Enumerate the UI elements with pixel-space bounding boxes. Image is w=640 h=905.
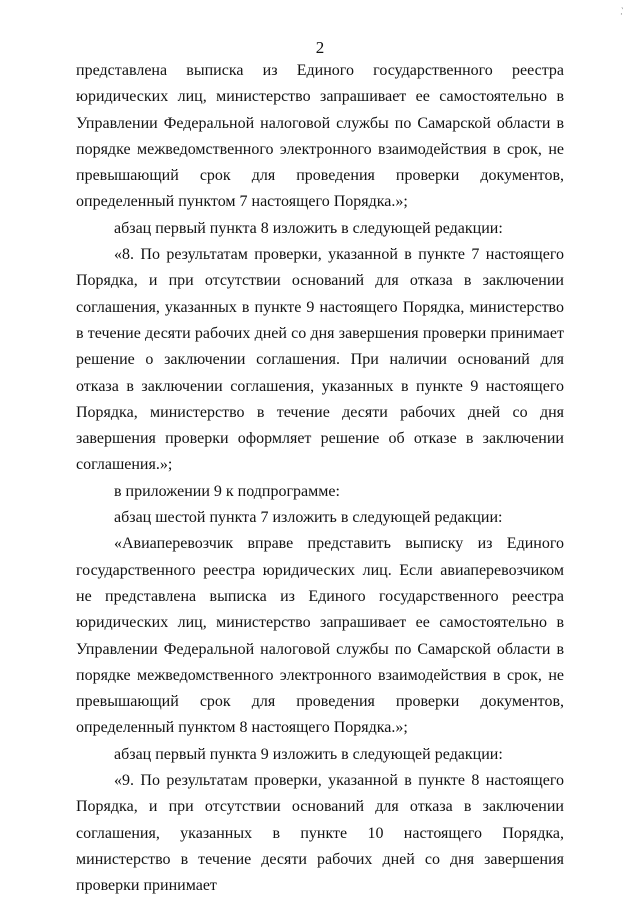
- paragraph-quoted-clause: «Авиаперевозчик вправе представить выписку из Единого государственного реестра юридических лиц. Если авиаперевозчиком не представлена выписка из Единого государственного реестра юридических лиц, министерство запрашивает ее самостоятельно в Управлении Федеральной налоговой службы по Самарской области в порядке межведомственного электронного взаимодействия в срок, не превышающий срок для проведения проверки документов, определенный пунктом 8 настоящего Порядка.»;: [76, 535, 564, 737]
- paragraph-instruction: абзац первый пункта 8 изложить в следующей редакции:: [114, 219, 503, 237]
- paragraph-continuation: представлена выписка из Единого государственного реестра юридических лиц, министерство запрашивает ее самостоятельно в Управлении Федеральной налоговой службы по Самарской области в порядке межведомственного электронного взаимодействия в срок, не превышающий срок для проведения проверки документов, определенный пунктом 7 настоящего Порядка.»;: [76, 62, 564, 211]
- paragraph-instruction: в приложении 9 к подпрограмме:: [114, 482, 340, 500]
- paragraph-quoted-clause: «9. По результатам проверки, указанной в пункте 8 настоящего Порядка, и при отсутствии оснований для отказа в заключении соглашения, указанных в пункте 10 настоящего Порядка, министерство в течение десяти рабочих дней со дня завершения проверки принимает: [76, 772, 564, 895]
- document-body: [76, 58, 564, 900]
- paragraph-instruction: абзац шестой пункта 7 изложить в следующей редакции:: [114, 509, 503, 527]
- page-number: 2: [315, 38, 325, 57]
- paragraph-instruction: абзац первый пункта 9 изложить в следующей редакции:: [114, 745, 503, 763]
- scan-corner-mark: `.: [616, 5, 627, 17]
- paragraph-quoted-clause: «8. По результатам проверки, указанной в пункте 7 настоящего Порядка, и при отсутствии оснований для отказа в заключении соглашения, указанных в пункте 9 настоящего Порядка, министерство в течение десяти рабочих дней со дня завершения проверки принимает решение о заключении соглашения. При наличии оснований для отказа в заключении соглашения, указанных в пункте 9 настоящего Порядка, министерство в течение десяти рабочих дней со дня завершения проверки оформляет решение об отказе в заключении соглашения.»;: [76, 246, 564, 474]
